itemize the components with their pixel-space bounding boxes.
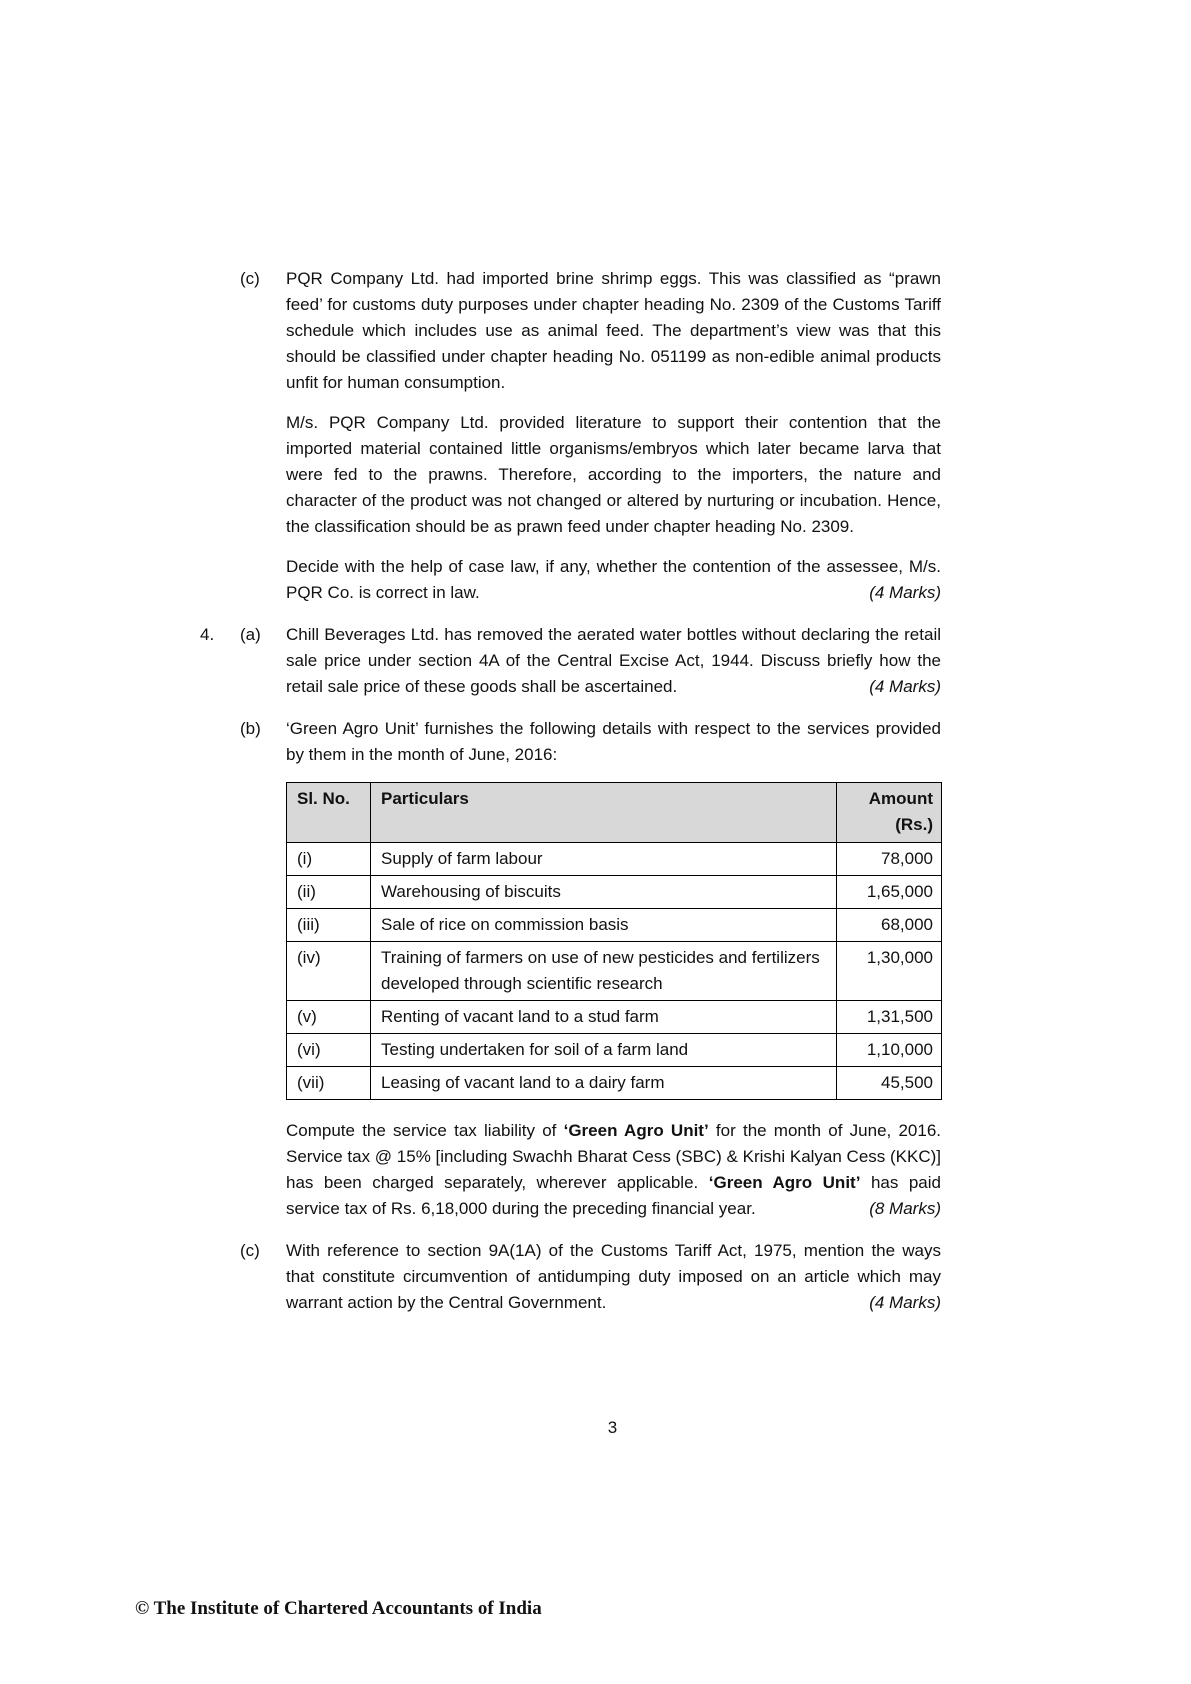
question-3c-body [286, 266, 941, 606]
question-3c-label: (c) [240, 269, 260, 288]
question-4a [200, 622, 941, 700]
table-cell-amount: 1,30,000 [837, 942, 942, 1001]
question-4a-paragraph [286, 622, 941, 700]
table-header-row [287, 783, 942, 843]
question-4b-marks: (8 Marks) [869, 1199, 941, 1218]
question-4b-body [286, 716, 941, 1222]
question-4c-label: (c) [240, 1241, 260, 1260]
question-4c-text: With reference to section 9A(1A) of the Customs Tariff Act, 1975, mention the ways that constitute circumvention of antidumping duty imposed on an article which may warrant action by the Central Government. [286, 1241, 941, 1312]
table-cell-sl: (iii) [287, 909, 371, 942]
table-cell-amount: 45,500 [837, 1067, 942, 1100]
table-header-amount-line2: (Rs.) [895, 815, 933, 834]
table-cell-amount: 1,65,000 [837, 876, 942, 909]
table-cell-particulars: Supply of farm labour [371, 843, 837, 876]
question-4c-marks: (4 Marks) [869, 1293, 941, 1312]
question-4b-intro: ‘Green Agro Unit’ furnishes the following details with respect to the services provided by them in the month of June, 2016: [286, 719, 941, 764]
table-row [287, 942, 942, 1001]
table-cell-particulars: Warehousing of biscuits [371, 876, 837, 909]
question-4b-label: (b) [240, 719, 261, 738]
question-3c-paragraph-3 [286, 554, 941, 606]
question-4c-paragraph [286, 1238, 941, 1316]
table-row [287, 876, 942, 909]
table-cell-sl: (ii) [287, 876, 371, 909]
table-row [287, 843, 942, 876]
table-cell-sl: (iv) [287, 942, 371, 1001]
question-4-number: 4. [200, 625, 215, 644]
table-header-amount [837, 783, 942, 843]
table-cell-particulars: Training of farmers on use of new pesticides and fertilizers developed through scientific research [371, 942, 837, 1001]
question-4b-outro-text-2: for the month of June, 2016. Service tax @ 15% [including Swachh Bharat Cess (SBC) & Krishi Kalyan Cess (KKC)] has been charged separately, wherever applicable. [286, 1121, 942, 1192]
table-header-particulars: Particulars [371, 783, 837, 843]
question-3c-paragraph-1: PQR Company Ltd. had imported brine shrimp eggs. This was classified as “prawn feed’ for customs duty purposes under chapter heading No. 2309 of the Customs Tariff schedule which includes use as animal feed. The department’s view was that this should be classified under chapter heading No. 051199 as non-edible animal products unfit for human consumption. [286, 269, 941, 392]
question-4c-body [286, 1238, 941, 1316]
table-cell-particulars: Sale of rice on commission basis [371, 909, 837, 942]
table-header-sl-no: Sl. No. [287, 783, 371, 843]
question-3c-paragraph-2: M/s. PQR Company Ltd. provided literature to support their contention that the imported material contained little organisms/embryos which later became larva that were fed to the prawns. Therefore, according to the importers, the nature and character of the product was not changed or altered by nurturing or incubation. Hence, the classification should be as prawn feed under chapter heading No. 2309. [286, 413, 941, 536]
table-cell-particulars: Leasing of vacant land to a dairy farm [371, 1067, 837, 1100]
table-cell-sl: (i) [287, 843, 371, 876]
table-row [287, 1067, 942, 1100]
question-4b-outro-text-1: Compute the service tax liability of [286, 1121, 564, 1140]
table-cell-sl: (vii) [287, 1067, 371, 1100]
table-row [287, 1001, 942, 1034]
question-4b-outro-bold-2: ‘Green Agro Unit’ [708, 1173, 861, 1192]
services-table [286, 782, 942, 1100]
question-4b-outro-text-3: has paid service tax of Rs. 6,18,000 during the preceding financial year. [286, 1173, 941, 1218]
document-content [200, 266, 941, 1332]
table-cell-amount: 1,10,000 [837, 1034, 942, 1067]
question-3c [200, 266, 941, 606]
copyright-footer: © The Institute of Chartered Accountants of India [135, 1598, 542, 1619]
table-header-amount-line1: Amount [868, 789, 933, 808]
page-number: 3 [607, 1418, 618, 1437]
question-4a-body [286, 622, 941, 700]
table-cell-amount: 78,000 [837, 843, 942, 876]
table-cell-sl: (v) [287, 1001, 371, 1034]
question-3c-marks: (4 Marks) [869, 583, 941, 602]
question-4c [200, 1238, 941, 1316]
question-4a-marks: (4 Marks) [869, 677, 941, 696]
question-4b [200, 716, 941, 1222]
table-row [287, 909, 942, 942]
question-4b-outro [286, 1118, 941, 1222]
table-cell-particulars: Testing undertaken for soil of a farm land [371, 1034, 837, 1067]
question-4a-label: (a) [240, 625, 261, 644]
table-cell-sl: (vi) [287, 1034, 371, 1067]
question-4b-outro-bold-1: ‘Green Agro Unit’ [563, 1121, 709, 1140]
table-cell-amount: 1,31,500 [837, 1001, 942, 1034]
question-3c-instruction-text: Decide with the help of case law, if any, whether the contention of the assessee, M/s. PQR Co. is correct in law. [286, 557, 941, 602]
table-cell-particulars: Renting of vacant land to a stud farm [371, 1001, 837, 1034]
table-row [287, 1034, 942, 1067]
table-cell-amount: 68,000 [837, 909, 942, 942]
question-4a-text: Chill Beverages Ltd. has removed the aerated water bottles without declaring the retail sale price under section 4A of the Central Excise Act, 1944. Discuss briefly how the retail sale price of these goods shall be ascertained. [286, 625, 941, 696]
